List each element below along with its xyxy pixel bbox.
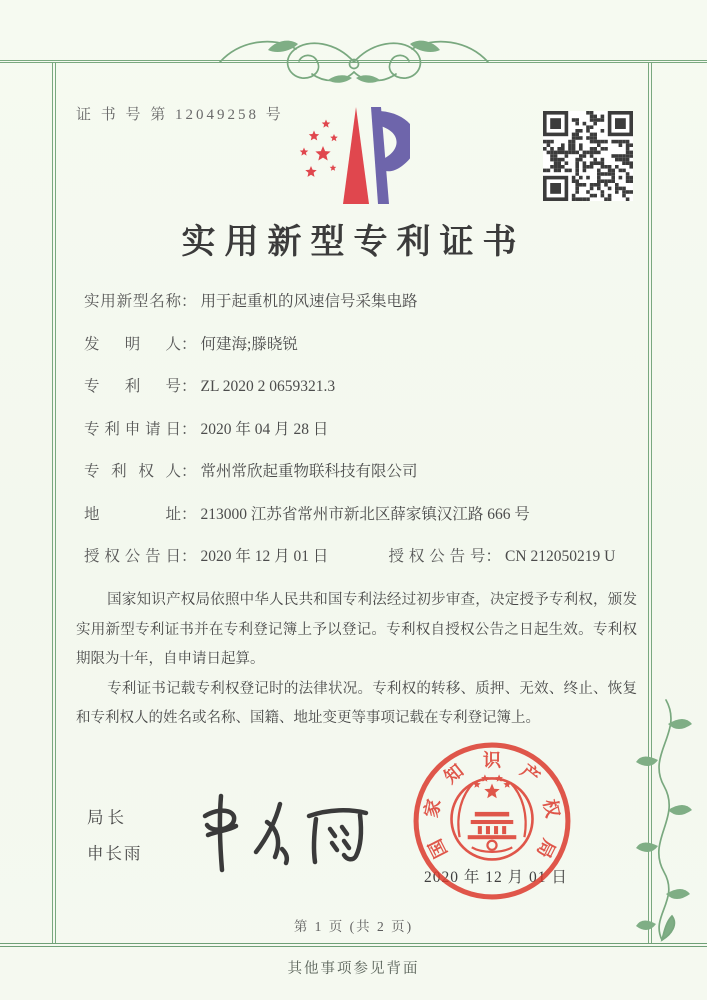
field-value: 213000 江苏省常州市新北区薛家镇汉江路 666 号 bbox=[200, 505, 530, 523]
field-label: 专利申请日 bbox=[84, 420, 181, 438]
cnipa-patent-logo bbox=[290, 104, 410, 206]
colon: ： bbox=[181, 420, 197, 438]
field-label: 实用新型名称 bbox=[84, 293, 181, 310]
colon: ： bbox=[181, 293, 197, 310]
field-label: 发明人 bbox=[84, 335, 181, 353]
director-signature bbox=[183, 786, 383, 878]
field-label: 授权公告号 bbox=[388, 548, 486, 565]
colon: ： bbox=[181, 378, 197, 395]
field-value: 何建海;滕晓锐 bbox=[200, 335, 298, 353]
field-label: 授权公告日 bbox=[84, 548, 181, 565]
back-side-note: 其他事项参见背面 bbox=[287, 961, 420, 977]
legal-paragraph-1: 国家知识产权局依照中华人民共和国专利法经过初步审查，决定授予专利权，颁发实用新型专利证书并在专利登记簿上予以登记。专利权自授权公告之日起生效。专利权期限为十年，自申请日起算。 bbox=[76, 592, 637, 667]
bottom-border-line bbox=[0, 943, 707, 947]
field-value: CN 212050219 U bbox=[505, 548, 616, 565]
field-utility-model-name bbox=[84, 291, 632, 334]
field-inventors bbox=[84, 334, 632, 377]
legal-paragraph-2: 专利证书记载专利权登记时的法律状况。专利权的转移、质押、无效、终止、恢复和专利权人的姓名或名称、国籍、地址变更等事项记载在专利登记簿上。 bbox=[76, 680, 637, 726]
field-label: 专利号 bbox=[84, 378, 181, 395]
field-value: 2020 年 12 月 01 日 bbox=[200, 548, 329, 565]
field-value: 2020 年 04 月 28 日 bbox=[200, 420, 329, 438]
field-value: 常州常欣起重物联科技有限公司 bbox=[200, 463, 418, 480]
colon: ： bbox=[181, 548, 197, 565]
right-vine-ornament bbox=[626, 698, 700, 944]
certificate-title: 实用新型专利证书 bbox=[181, 224, 526, 261]
qr-code bbox=[543, 111, 633, 201]
field-address bbox=[84, 504, 632, 547]
colon: ： bbox=[485, 548, 502, 565]
field-patent-number bbox=[84, 376, 632, 419]
colon: ： bbox=[181, 505, 197, 523]
director-name: 申长雨 bbox=[87, 844, 143, 863]
field-filing-date bbox=[84, 419, 632, 462]
svg-text:产: 产 bbox=[516, 760, 544, 788]
field-patentee bbox=[84, 461, 632, 504]
field-list bbox=[84, 291, 632, 589]
logo-stars bbox=[300, 120, 338, 177]
colon: ： bbox=[181, 463, 197, 480]
logo-cone bbox=[343, 107, 369, 204]
field-label: 专利权人 bbox=[84, 463, 181, 480]
colon: ： bbox=[181, 335, 197, 353]
svg-text:知: 知 bbox=[440, 760, 468, 788]
svg-text:局: 局 bbox=[532, 835, 560, 862]
grant-date-stamp: 2020 年 12 月 01 日 bbox=[424, 869, 568, 886]
svg-text:国: 国 bbox=[424, 835, 452, 862]
svg-text:权: 权 bbox=[539, 797, 563, 820]
field-label: 地址 bbox=[84, 505, 181, 523]
field-value: 用于起重机的风速信号采集电路 bbox=[200, 293, 418, 310]
certificate-number: 证 书 号 第 12049258 号 bbox=[76, 107, 284, 123]
svg-text:识: 识 bbox=[482, 750, 502, 771]
legal-text bbox=[76, 586, 637, 734]
svg-text:家: 家 bbox=[421, 797, 445, 820]
field-value: ZL 2020 2 0659321.3 bbox=[200, 378, 336, 395]
page-number: 第 1 页 (共 2 页) bbox=[293, 919, 414, 934]
field-grant-date-and-number bbox=[84, 546, 632, 589]
director-title: 局长 bbox=[87, 808, 128, 827]
